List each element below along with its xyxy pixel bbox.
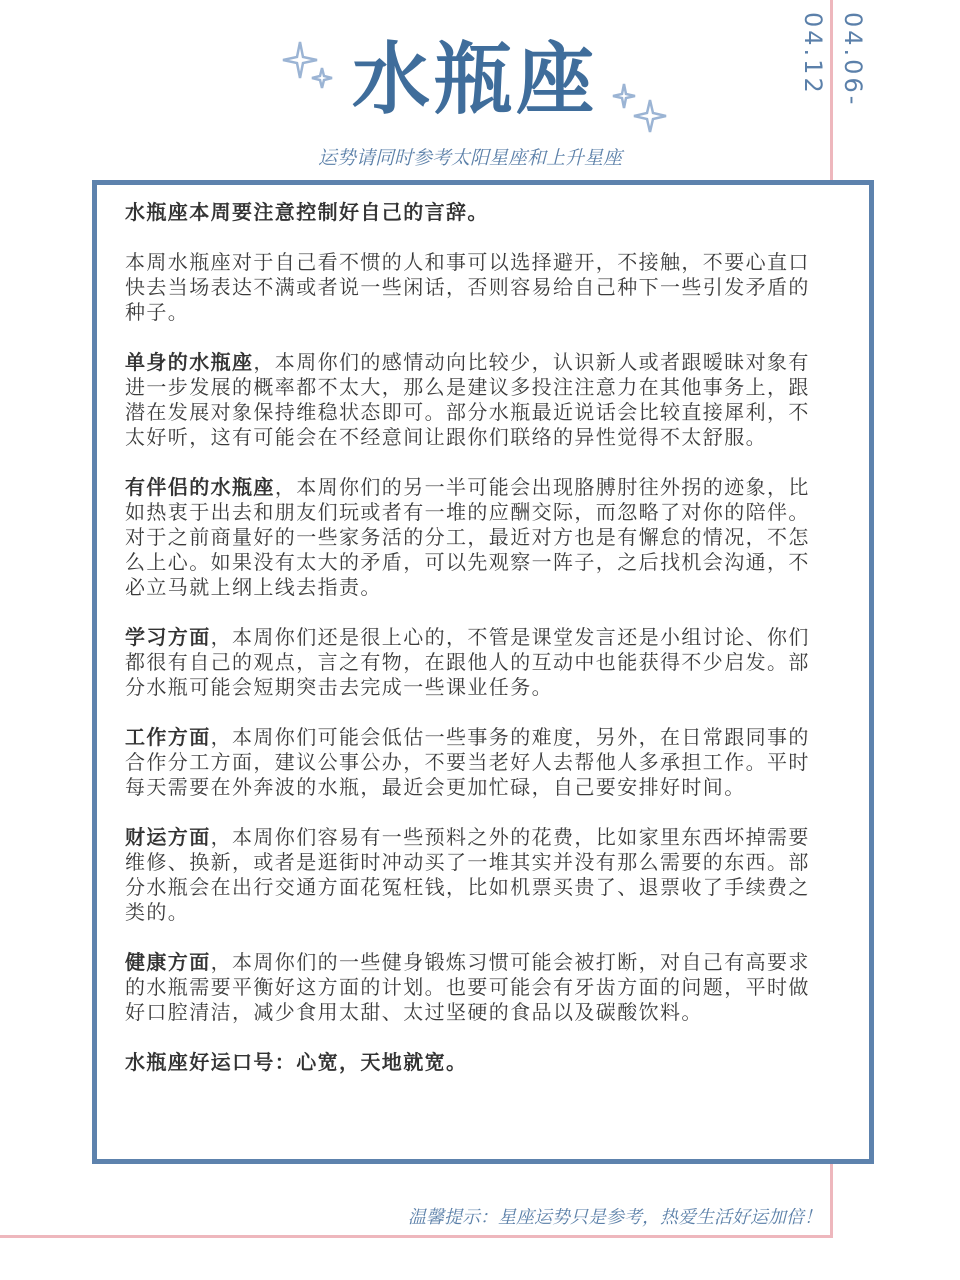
section-wealth bbox=[125, 825, 830, 925]
section-text: ，本周你们容易有一些预料之外的花费，比如家里东西坏掉需要维修、换新，或者是逛街时冲动买了一堆其实并没有那么需要的东西。部分水瓶会在出行交通方面花冤枉钱，比如机票买贵了、退票收了手续费之类的。 bbox=[125, 825, 810, 924]
section-label: 学习方面 bbox=[125, 625, 211, 649]
sparkle-icon bbox=[282, 40, 342, 100]
section-text: ，本周你们的一些健身锻炼习惯可能会被打断，对自己有高要求的水瓶需要平衡好这方面的计划。也要可能会有牙齿方面的问题，平时做好口腔清洁，减少食用太甜、太过坚硬的食品以及碳酸饮料。 bbox=[125, 950, 810, 1024]
footer-tip: 温馨提示：星座运势只是参考，热爱生活好运加倍！ bbox=[408, 1207, 822, 1228]
slogan: 水瓶座好运口号：心宽，天地就宽。 bbox=[125, 1050, 468, 1074]
date-range: 04.06-04.12 bbox=[799, 12, 867, 108]
section-text: ，本周你们可能会低估一些事务的难度，另外，在日常跟同事的合作分工方面，建议公事公办，不要当老好人去帮他人多承担工作。平时每天需要在外奔波的水瓶，最近会更加忙碌，自己要安排好时间。 bbox=[125, 725, 810, 799]
section-label: 有伴侣的水瓶座 bbox=[125, 475, 275, 499]
headline: 水瓶座本周要注意控制好自己的言辞。 bbox=[125, 200, 489, 224]
horoscope-content bbox=[125, 200, 830, 1100]
page-title: 水瓶座 bbox=[351, 35, 598, 125]
section-label: 单身的水瓶座 bbox=[125, 350, 254, 374]
intro-paragraph: 本周水瓶座对于自己看不惯的人和事可以选择避开，不接触，不要心直口快去当场表达不满或者说一些闲话，否则容易给自己种下一些引发矛盾的种子。 bbox=[125, 250, 810, 324]
section-label: 财运方面 bbox=[125, 825, 211, 849]
section-work bbox=[125, 725, 830, 800]
section-health bbox=[125, 950, 830, 1025]
pink-horizontal-line bbox=[0, 1235, 833, 1238]
section-text: ，本周你们还是很上心的，不管是课堂发言还是小组讨论、你们都很有自己的观点，言之有物，在跟他人的互动中也能获得不少启发。部分水瓶可能会短期突击去完成一些课业任务。 bbox=[125, 625, 810, 699]
page-subtitle: 运势请同时参考太阳星座和上升星座 bbox=[317, 147, 622, 169]
section-single bbox=[125, 350, 830, 450]
section-label: 工作方面 bbox=[125, 725, 211, 749]
section-text: ，本周你们的感情动向比较少，认识新人或者跟暧昧对象有进一步发展的概率都不太大，那么是建议多投注注意力在其他事务上，跟潜在发展对象保持维稳状态即可。部分水瓶最近说话会比较直接犀利，不太好听，这有可能会在不经意间让跟你们联络的异性觉得不太舒服。 bbox=[125, 350, 810, 449]
section-partnered bbox=[125, 475, 830, 600]
section-text: ，本周你们的另一半可能会出现胳膊肘往外拐的迹象，比如热衷于出去和朋友们玩或者有一堆的应酬交际，而忽略了对你的陪伴。对于之前商量好的一些家务活的分工，最近对方也是有懈怠的情况，不怎么上心。如果没有太大的矛盾，可以先观察一阵子，之后找机会沟通，不必立马就上纲上线去指责。 bbox=[125, 475, 810, 599]
sparkle-icon bbox=[612, 82, 670, 138]
section-label: 健康方面 bbox=[125, 950, 211, 974]
section-study bbox=[125, 625, 830, 700]
horoscope-card bbox=[92, 180, 874, 1164]
